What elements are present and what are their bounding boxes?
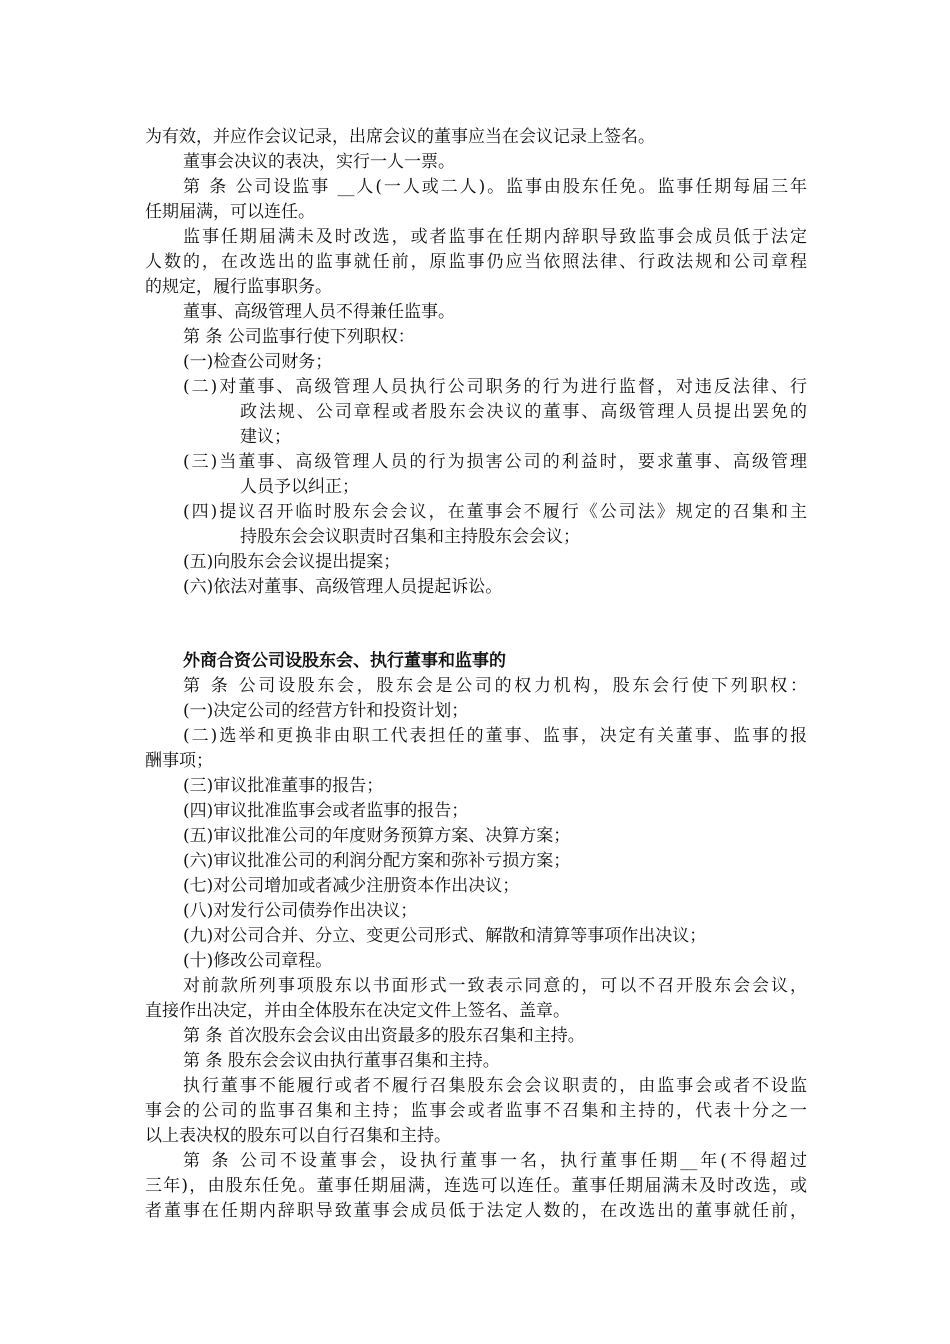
list-item: (六)审议批准公司的利润分配方案和弥补亏损方案；: [183, 851, 571, 871]
text-line: 监事任期届满未及时改选，或者监事在任期内辞职导致监事会成员低于法定: [183, 227, 807, 247]
text-line: 对前款所列事项股东以书面形式一致表示同意的，可以不召开股东会会议，: [183, 976, 807, 996]
text-line: 第 条 公司监事行使下列职权：: [183, 327, 415, 347]
text-line: 第 条 股东会会议由执行董事召集和主持。: [183, 1051, 500, 1071]
list-item: (二)选举和更换非由职工代表担任的董事、监事，决定有关董事、监事的报: [183, 726, 807, 746]
list-item: (四)审议批准监事会或者监事的报告；: [183, 801, 469, 821]
text-line: 董事、高级管理人员不得兼任监事。: [183, 302, 455, 322]
text-line: 的规定，履行监事职务。: [145, 277, 332, 297]
text-line: 第 条 首次股东会会议由出资最多的股东召集和主持。: [183, 1026, 585, 1046]
list-item-continuation: 建议；: [240, 427, 291, 447]
list-item: (七)对公司增加或者减少注册资本作出决议；: [183, 876, 520, 896]
text-line: 事会的公司的监事召集和主持；监事会或者监事不召集和主持的，代表十分之一: [145, 1101, 807, 1121]
list-item: (一)决定公司的经营方针和投资计划；: [183, 701, 469, 721]
text-line: 第 条 公司设监事 __人(一人或二人)。监事由股东任免。监事任期每届三年: [183, 177, 807, 197]
list-item: (四)提议召开临时股东会会议，在董事会不履行《公司法》规定的召集和主: [183, 502, 807, 522]
text-line: 为有效，并应作会议记录，出席会议的董事应当在会议记录上签名。: [145, 127, 655, 147]
text-line: 第 条 公司设股东会，股东会是公司的权力机构，股东会行使下列职权：: [183, 676, 807, 696]
list-item: (五)审议批准公司的年度财务预算方案、决算方案；: [183, 826, 571, 846]
list-item: (二)对董事、高级管理人员执行公司职务的行为进行监督，对违反法律、行: [183, 377, 807, 397]
list-item: (六)依法对董事、高级管理人员提起诉讼。: [183, 577, 503, 597]
list-item: (八)对发行公司债券作出决议；: [183, 901, 418, 921]
text-line: 三年)，由股东任免。董事任期届满，连选可以连任。董事任期届满未及时改选，或: [145, 1176, 807, 1196]
text-line: 者董事在任期内辞职导致董事会成员低于法定人数的，在改选出的董事就任前，: [145, 1201, 807, 1221]
text-line: 直接作出决定，并由全体股东在决定文件上签名、盖章。: [145, 1001, 570, 1021]
text-line: 以上表决权的股东可以自行召集和主持。: [145, 1126, 451, 1146]
list-item-continuation: 人员予以纠正；: [240, 477, 359, 497]
list-item: (三)审议批准董事的报告；: [183, 776, 384, 796]
text-line: 任期届满，可以连任。: [145, 202, 315, 222]
list-item: (三)当董事、高级管理人员的行为损害公司的利益时，要求董事、高级管理: [183, 452, 807, 472]
text-line: 执行董事不能履行或者不履行召集股东会会议职责的，由监事会或者不设监: [183, 1076, 807, 1096]
text-line: 第 条 公司不设董事会，设执行董事一名，执行董事任期__年(不得超过: [183, 1151, 807, 1171]
text-line: 人数的，在改选出的监事就任前，原监事仍应当依照法律、行政法规和公司章程: [145, 252, 807, 272]
list-item: (九)对公司合并、分立、变更公司形式、解散和清算等事项作出决议；: [183, 926, 707, 946]
text-line: 董事会决议的表决，实行一人一票。: [183, 152, 455, 172]
list-item-continuation: 酬事项；: [145, 751, 213, 771]
section-heading: 外商合资公司设股东会、执行董事和监事的: [183, 651, 506, 671]
list-item-continuation: 持股东会会议职责时召集和主持股东会会议；: [240, 527, 580, 547]
list-item: (一)检查公司财务；: [183, 352, 333, 372]
list-item-continuation: 政法规、公司章程或者股东会决议的董事、高级管理人员提出罢免的: [240, 402, 807, 422]
list-item: (五)向股东会会议提出提案；: [183, 552, 401, 572]
list-item: (十)修改公司章程。: [183, 951, 333, 971]
